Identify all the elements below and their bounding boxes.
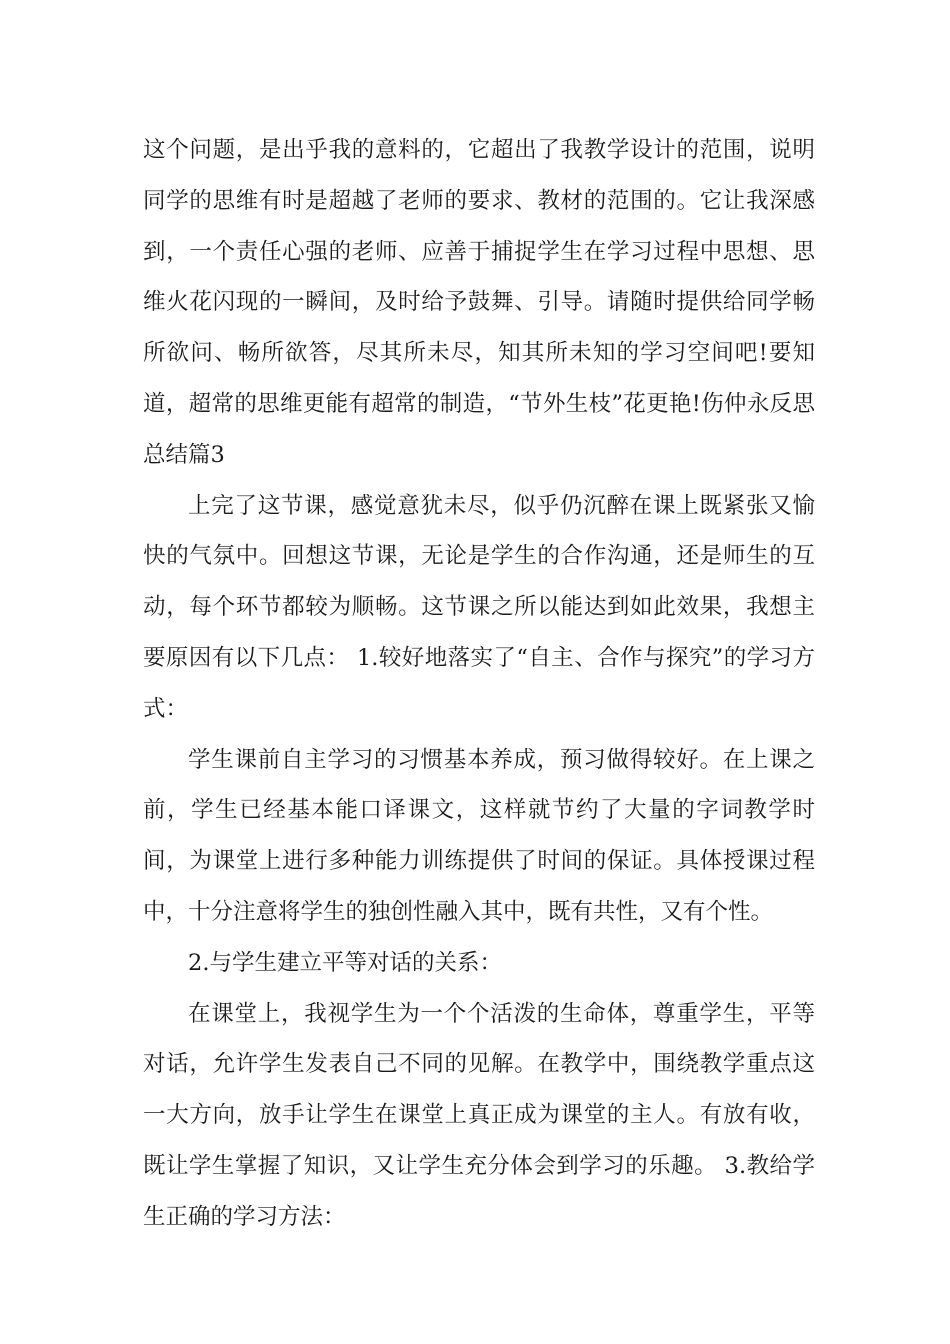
paragraph-3: 学生课前自主学习的习惯基本养成，预习做得较好。在上课之前，学生已经基本能口译课文，这样就节约了大量的字词教学时间，为课堂上进行多种能力训练提供了时间的保证。具体授课过程中，十分注意将学生的独创性融入其中，既有共性，又有个性。 bbox=[143, 746, 815, 925]
paragraph-1: 这个问题，是出乎我的意料的，它超出了我教学设计的范围，说明同学的思维有时是超越了老师的要求、教材的范围的。它让我深感到，一个责任心强的老师、应善于捕捉学生在学习过程中思想、思维火花闪现的一瞬间，及时给予鼓舞、引导。请随时提供给同学畅所欲问、畅所欲答，尽其所未尽，知其所未知的学习空间吧!要知道，超常的思维更能有超常的制造，“节外生枝”花更艳!伤仲永反思总结篇3 bbox=[143, 137, 815, 468]
paragraph-4: 2.与学生建立平等对话的关系： bbox=[188, 949, 502, 976]
paragraph-5: 在课堂上，我视学生为一个个活泼的生命体，尊重学生，平等对话，允许学生发表自己不同的见解。在教学中，围绕教学重点这一大方向，放手让学生在课堂上真正成为课堂的主人。有放有收，既让学生掌握了知识，又让学生充分体会到学习的乐趣。 3.教给学生正确的学习方法： bbox=[143, 1000, 815, 1230]
document-body bbox=[143, 125, 815, 1243]
paragraph-2: 上完了这节课，感觉意犹未尽，似乎仍沉醉在课上既紧张又愉快的气氛中。回想这节课，无论是学生的合作沟通，还是师生的互动，每个环节都较为顺畅。这节课之所以能达到如此效果，我想主要原因有以下几点： 1.较好地落实了“自主、合作与探究”的学习方式： bbox=[143, 492, 815, 722]
